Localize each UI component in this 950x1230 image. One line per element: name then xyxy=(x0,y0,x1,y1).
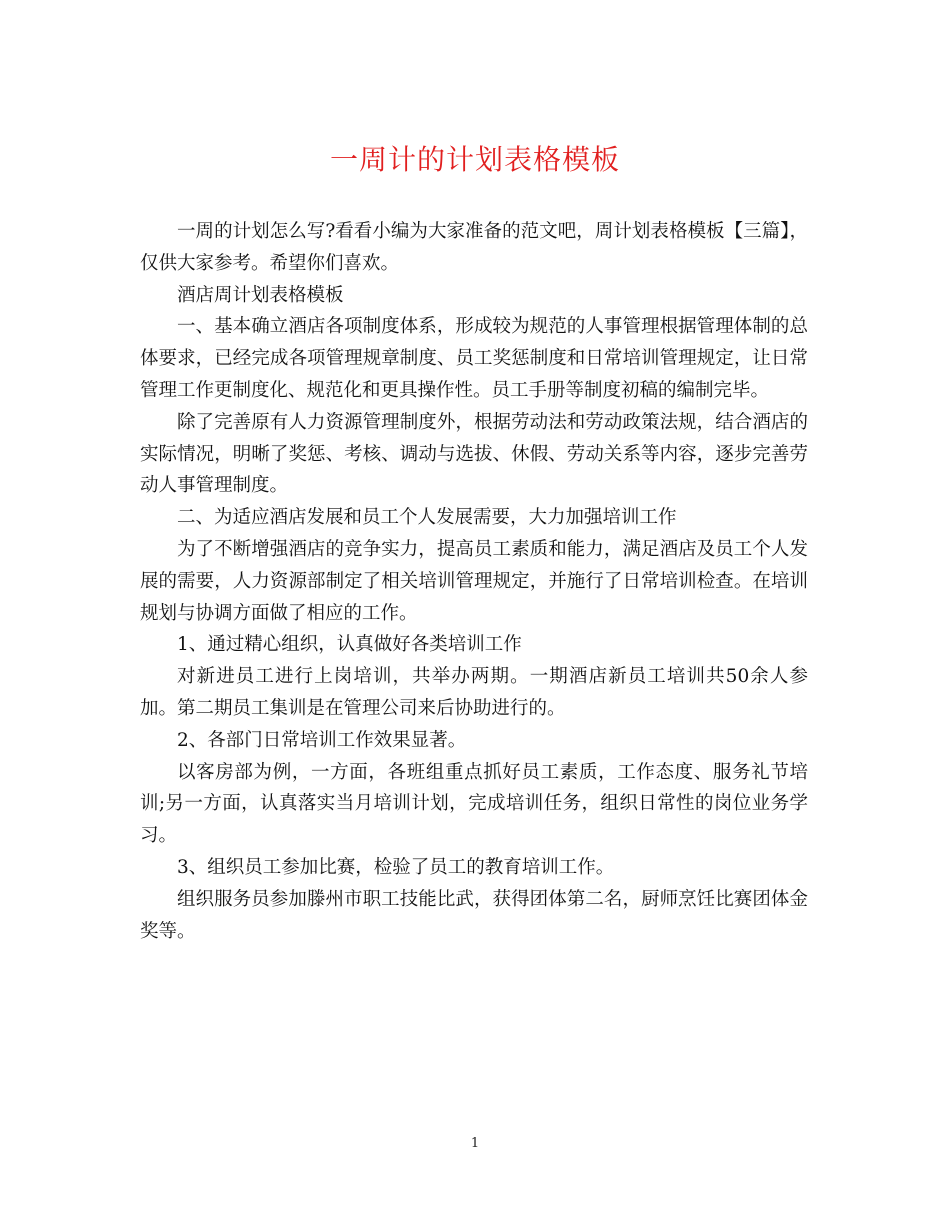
page-number: 1 xyxy=(470,1136,480,1151)
document-title: 一周计的计划表格模板 xyxy=(329,143,620,176)
paragraph-heading-hotel-plan: 酒店周计划表格模板 xyxy=(177,284,344,306)
paragraph-item-3: 3、组织员工参加比赛，检验了员工的教育培训工作。 xyxy=(177,856,615,878)
paragraph-intro: 一周的计划怎么写?看看小编为大家准备的范文吧，周计划表格模板【三篇】，仅供大家参考。希望你们喜欢。 xyxy=(140,221,808,274)
paragraph-section-2: 二、为适应酒店发展和员工个人发展需要，大力加强培训工作 xyxy=(177,507,677,529)
paragraph-training-overview: 为了不断增强酒店的竞争实力，提高员工素质和能力，满足酒店及员工个人发展的需要，人力资源部制定了相关培训管理规定，并施行了日常培训检查。在培训规划与协调方面做了相应的工作。 xyxy=(140,538,808,624)
paragraph-housekeeping-example: 以客房部为例，一方面，各班组重点抓好员工素质，工作态度、服务礼节培训;另一方面，认真落实当月培训计划，完成培训任务，组织日常性的岗位业务学习。 xyxy=(140,761,808,847)
paragraph-new-staff-training: 对新进员工进行上岗培训，共举办两期。一期酒店新员工培训共50余人参加。第二期员工集训是在管理公司来后协助进行的。 xyxy=(140,666,808,719)
paragraph-competition: 组织服务员参加滕州市职工技能比武，获得团体第二名，厨师烹饪比赛团体金奖等。 xyxy=(140,888,808,942)
paragraph-hr-system: 除了完善原有人力资源管理制度外，根据劳动法和劳动政策法规，结合酒店的实际情况，明晰了奖惩、考核、调动与选拔、休假、劳动关系等内容，逐步完善劳动人事管理制度。 xyxy=(140,411,808,497)
paragraph-section-1: 一、基本确立酒店各项制度体系，形成较为规范的人事管理根据管理体制的总体要求，已经完成各项管理规章制度、员工奖惩制度和日常培训管理规定，让日常管理工作更制度化、规范化和更具操作性。员工手册等制度初稿的编制完毕。 xyxy=(140,316,808,401)
paragraph-item-2: 2、各部门日常培训工作效果显著。 xyxy=(177,729,467,751)
document-body xyxy=(140,216,808,947)
paragraph-item-1: 1、通过精心组织，认真做好各类培训工作 xyxy=(177,634,522,656)
